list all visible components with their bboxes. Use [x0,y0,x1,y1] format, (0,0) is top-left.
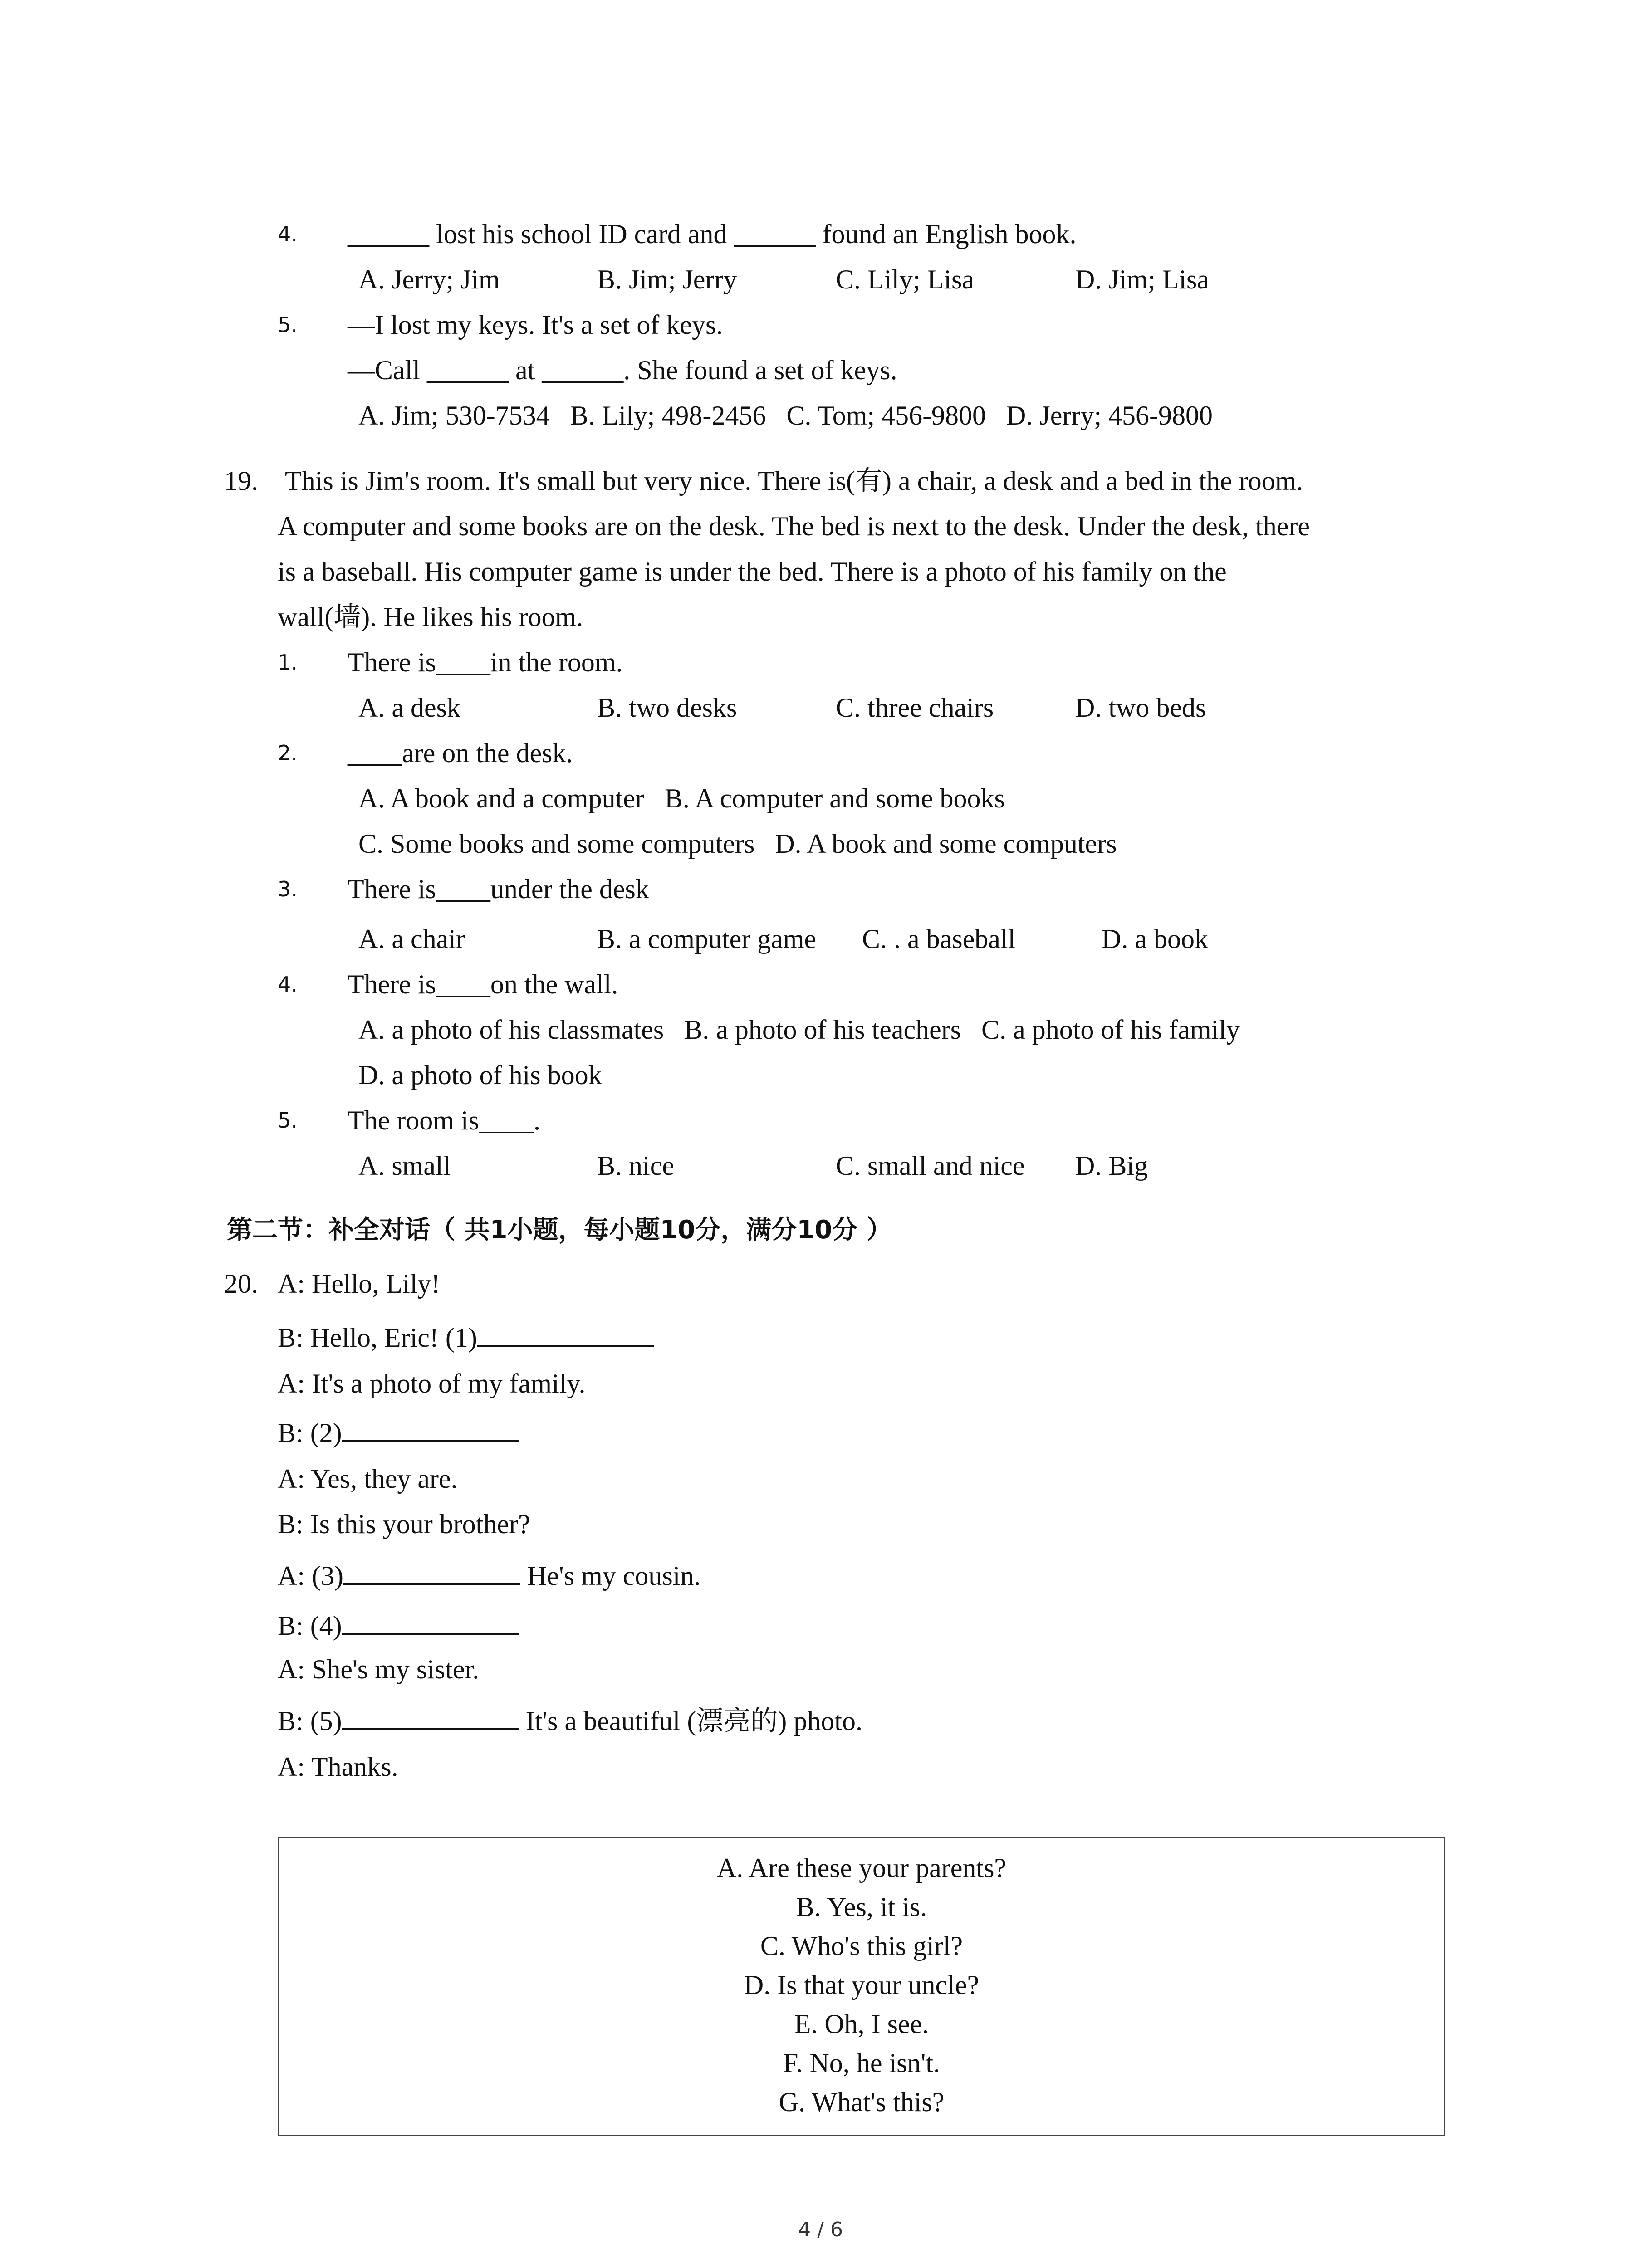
option-c: C. . a baseball [862,924,1016,954]
dialogue-line: A: Thanks. [278,1752,398,1782]
option-b: B. a computer game [597,924,817,954]
answer-blank[interactable] [342,1701,519,1730]
item-number: 3. [278,877,298,901]
answer-blank[interactable] [343,1556,520,1585]
answer-blank[interactable] [342,1606,519,1635]
passage-line: is a baseball. His computer game is under the bed. There is a photo of his family on the [278,557,1227,587]
dialogue-line: B: Is this your brother? [278,1509,530,1539]
dialogue-line [278,1413,519,1451]
answer-blank[interactable] [342,1413,519,1442]
question-stem: —I lost my keys. It's a set of keys. [348,310,723,340]
option-b: B. Jim; Jerry [597,264,737,294]
item-number: 5. [278,313,298,337]
dialogue-line: A: She's my sister. [278,1654,480,1684]
question-stem: There is____under the desk [348,874,649,904]
passage-line: A computer and some books are on the desk. The bed is next to the desk. Under the desk, there [278,511,1310,541]
page-number: 4 / 6 [798,2218,843,2241]
dialogue-text: A: (3) [278,1561,343,1591]
question-number: 20. [224,1269,258,1299]
option-b: B. two desks [597,693,737,723]
box-option: D. Is that your uncle? [744,1970,980,2000]
option-line: A. Jim; 530-7534 B. Lily; 498-2456 C. Tom; 456-9800 D. Jerry; 456-9800 [358,401,1213,430]
item-number: 1. [278,650,298,675]
box-option: F. No, he isn't. [783,2048,941,2078]
option-d: D. a book [1102,924,1208,954]
question-stem: —Call ______ at ______. She found a set of keys. [348,355,897,385]
box-option: E. Oh, I see. [794,2009,929,2039]
dialogue-text: It's a beautiful (漂亮的) photo. [519,1706,862,1736]
question-stem: ______ lost his school ID card and ______ found an English book. [348,219,1077,249]
dialogue-line [278,1556,700,1594]
dialogue-line [278,1318,654,1356]
option-c: C. small and nice [836,1151,1025,1181]
item-number: 4. [278,972,298,997]
option-d: D. Big [1075,1151,1148,1181]
dialogue-text: B: (2) [278,1418,342,1448]
option-line: A. a photo of his classmates B. a photo of his teachers C. a photo of his family [358,1015,1240,1045]
box-option: C. Who's this girl? [760,1931,963,1961]
option-c: C. Lily; Lisa [836,264,974,294]
dialogue-text: He's my cousin. [520,1561,701,1591]
dialogue-line: A: Yes, they are. [278,1464,458,1494]
box-option: A. Are these your parents? [716,1853,1007,1883]
passage-line: This is Jim's room. It's small but very nice. There is(有) a chair, a desk and a bed in the room. [285,466,1303,496]
item-number: 2. [278,741,298,765]
dialogue-text: B: (5) [278,1706,342,1736]
item-number: 5. [278,1108,298,1133]
options-box [278,1837,1445,2136]
question-stem: The room is____. [348,1105,540,1135]
question-stem: There is____in the room. [348,647,623,677]
dialogue-line: A: It's a photo of my family. [278,1369,586,1398]
option-line: C. Some books and some computers D. A book and some computers [358,829,1117,859]
dialogue-line [278,1701,862,1739]
answer-blank[interactable] [477,1318,654,1347]
option-line: A. A book and a computer B. A computer and some books [358,783,1005,813]
option-a: A. Jerry; Jim [358,264,500,294]
option-a: A. a desk [358,693,460,723]
option-a: A. small [358,1151,451,1181]
question-stem: There is____on the wall. [348,969,618,999]
box-option: B. Yes, it is. [796,1892,927,1922]
question-stem: ____are on the desk. [348,738,573,768]
option-d: D. Jim; Lisa [1075,264,1209,294]
item-number: 4. [278,222,298,246]
option-d: D. two beds [1075,693,1206,723]
question-number: 19. [224,466,258,496]
passage-line: wall(墙). He likes his room. [278,602,583,632]
dialogue-line [278,1606,519,1644]
option-b: B. nice [597,1151,674,1181]
option-line: D. a photo of his book [358,1060,602,1090]
dialogue-text: B: Hello, Eric! (1) [278,1323,477,1353]
option-a: A. a chair [358,924,465,954]
box-option: G. What's this? [779,2087,945,2117]
section-title: 第二节：补全对话（ 共1小题，每小题10分，满分10分 ） [227,1215,892,1245]
dialogue-text: B: (4) [278,1611,342,1641]
option-c: C. three chairs [836,693,994,723]
dialogue-line: A: Hello, Lily! [278,1269,441,1299]
